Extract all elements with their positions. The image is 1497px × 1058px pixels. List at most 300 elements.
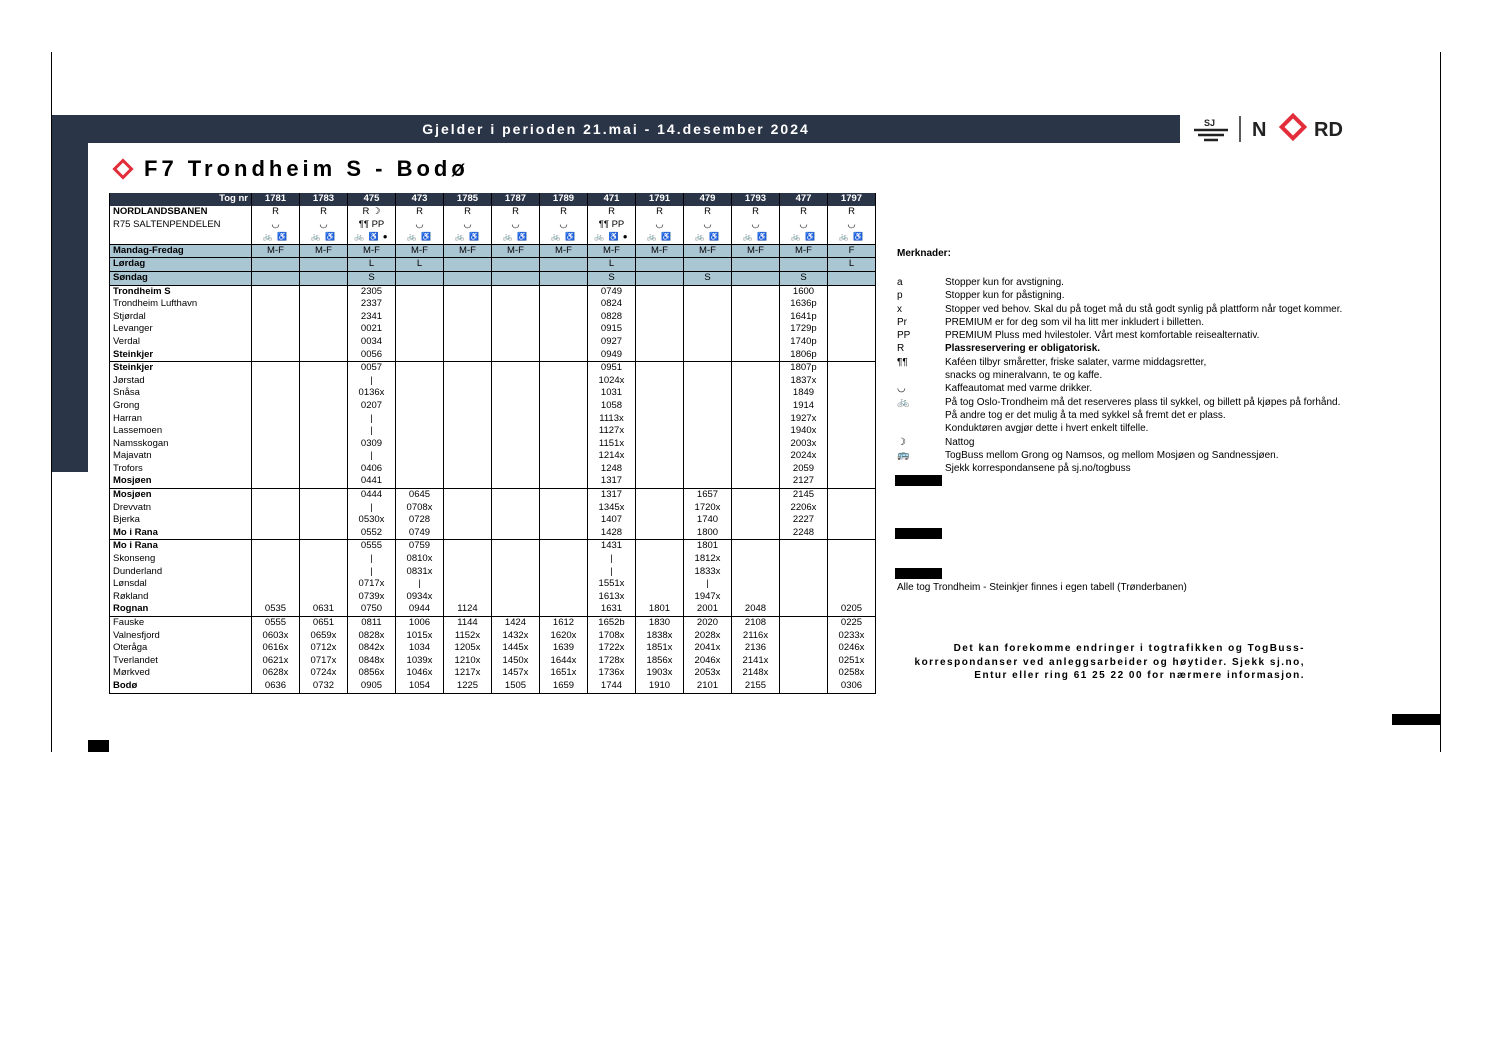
time-cell: 0233x <box>828 630 876 643</box>
time-cell <box>444 578 492 591</box>
time-cell <box>828 298 876 311</box>
time-cell: 1113x <box>588 413 636 426</box>
time-cell <box>300 311 348 324</box>
time-cell <box>300 349 348 362</box>
time-cell <box>780 566 828 579</box>
time-cell <box>300 425 348 438</box>
time-cell: 0944 <box>396 603 444 616</box>
page-title <box>112 154 469 184</box>
time-cell: 2155 <box>732 680 780 693</box>
time-cell <box>732 553 780 566</box>
time-cell <box>300 298 348 311</box>
time-cell <box>444 425 492 438</box>
time-cell: 0934x <box>396 591 444 604</box>
time-cell: 1720x <box>684 502 732 515</box>
time-cell: 477 <box>780 193 828 206</box>
time-cell <box>540 438 588 451</box>
time-cell: 0724x <box>300 667 348 680</box>
time-cell: 0136x <box>348 387 396 400</box>
time-cell <box>300 258 348 272</box>
time-cell <box>732 375 780 388</box>
note-item <box>897 382 1342 395</box>
time-cell <box>540 450 588 463</box>
time-cell <box>828 475 876 488</box>
time-cell: 0530x <box>348 514 396 527</box>
time-cell <box>252 349 300 362</box>
time-cell: R ☽ <box>348 206 396 219</box>
svg-text:SJ: SJ <box>1204 118 1216 128</box>
time-cell <box>540 603 588 616</box>
time-cell: 0555 <box>252 617 300 630</box>
time-cell <box>732 323 780 336</box>
time-cell: F <box>828 244 876 258</box>
time-cell: 1830 <box>636 617 684 630</box>
time-cell <box>252 502 300 515</box>
table-row <box>110 206 876 219</box>
time-cell: 1903x <box>636 667 684 680</box>
time-cell <box>492 258 540 272</box>
time-cell: 1432x <box>492 630 540 643</box>
time-cell <box>828 387 876 400</box>
time-cell <box>300 489 348 502</box>
time-cell <box>492 527 540 540</box>
time-cell <box>828 540 876 553</box>
station-label: Valnesfjord <box>110 630 252 643</box>
time-cell <box>636 375 684 388</box>
time-cell: R <box>252 206 300 219</box>
table-row <box>110 578 876 591</box>
time-cell <box>684 323 732 336</box>
time-cell <box>492 450 540 463</box>
time-cell: 0717x <box>348 578 396 591</box>
time-cell: 1345x <box>588 502 636 515</box>
sj-nord-logo <box>1190 113 1400 145</box>
time-cell: 1736x <box>588 667 636 680</box>
time-cell: 🚲 ♿ ● <box>348 231 396 244</box>
time-cell: 1613x <box>588 591 636 604</box>
time-cell: 1031 <box>588 387 636 400</box>
table-row <box>110 362 876 375</box>
time-cell: R <box>828 206 876 219</box>
time-cell: 0552 <box>348 527 396 540</box>
time-cell: M-F <box>780 244 828 258</box>
table-row <box>110 502 876 515</box>
station-label <box>110 231 252 244</box>
table-row <box>110 642 876 655</box>
time-cell <box>636 553 684 566</box>
time-cell: M-F <box>492 244 540 258</box>
station-label: Stjørdal <box>110 311 252 324</box>
time-cell: M-F <box>444 244 492 258</box>
time-cell <box>300 362 348 375</box>
time-cell: 🚲 ♿ <box>732 231 780 244</box>
time-cell <box>492 475 540 488</box>
time-cell <box>540 387 588 400</box>
time-cell <box>540 475 588 488</box>
time-cell: | <box>588 566 636 579</box>
time-cell: | <box>348 425 396 438</box>
time-cell: 471 <box>588 193 636 206</box>
time-cell: 1039x <box>396 655 444 668</box>
time-cell: 1783 <box>300 193 348 206</box>
time-cell <box>396 463 444 476</box>
note-key: p <box>897 290 903 302</box>
time-cell: 1612 <box>540 617 588 630</box>
time-cell: 1450x <box>492 655 540 668</box>
time-cell: 1046x <box>396 667 444 680</box>
time-cell: 1729p <box>780 323 828 336</box>
time-cell <box>300 438 348 451</box>
time-cell: 0603x <box>252 630 300 643</box>
time-cell <box>444 566 492 579</box>
time-cell: ◡ <box>300 219 348 232</box>
svg-text:RD: RD <box>1314 119 1343 141</box>
validity-period: Gjelder i perioden 21.mai - 14.desember 2024 <box>422 121 810 137</box>
station-label: Drevvatn <box>110 502 252 515</box>
time-cell: 0309 <box>348 438 396 451</box>
time-cell: 2127 <box>780 475 828 488</box>
time-cell: 2248 <box>780 527 828 540</box>
time-cell <box>492 553 540 566</box>
time-cell: ◡ <box>636 219 684 232</box>
note-text: TogBuss mellom Grong og Namsos, og mellom Mosjøen og Sandnessjøen. <box>945 449 1279 461</box>
table-row <box>110 425 876 438</box>
time-cell <box>492 514 540 527</box>
table-row <box>110 311 876 324</box>
time-cell <box>732 489 780 502</box>
table-row <box>110 667 876 680</box>
station-label: Mosjøen <box>110 489 252 502</box>
time-cell <box>396 375 444 388</box>
time-cell <box>300 527 348 540</box>
note-item <box>897 422 1342 435</box>
time-cell: 1657 <box>684 489 732 502</box>
time-cell <box>444 336 492 349</box>
time-cell <box>492 502 540 515</box>
time-cell <box>684 463 732 476</box>
time-cell: 0306 <box>828 680 876 693</box>
time-cell <box>252 375 300 388</box>
time-cell <box>492 387 540 400</box>
time-cell <box>252 553 300 566</box>
time-cell <box>540 489 588 502</box>
time-cell <box>300 271 348 285</box>
time-cell: R <box>444 206 492 219</box>
time-cell: 1914 <box>780 400 828 413</box>
time-cell: 2337 <box>348 298 396 311</box>
time-cell: 1205x <box>444 642 492 655</box>
note-key <box>897 462 945 475</box>
time-cell <box>252 450 300 463</box>
time-cell: 1144 <box>444 617 492 630</box>
station-label: Jørstad <box>110 375 252 388</box>
time-cell: 0258x <box>828 667 876 680</box>
time-cell <box>300 566 348 579</box>
time-cell: 2001 <box>684 603 732 616</box>
time-cell: 0949 <box>588 349 636 362</box>
time-cell: 0951 <box>588 362 636 375</box>
time-cell <box>732 425 780 438</box>
time-cell <box>684 400 732 413</box>
time-cell: 0848x <box>348 655 396 668</box>
station-label: Snåsa <box>110 387 252 400</box>
time-cell <box>444 438 492 451</box>
time-cell <box>732 566 780 579</box>
time-cell <box>540 502 588 515</box>
time-cell: 2141x <box>732 655 780 668</box>
time-cell <box>636 298 684 311</box>
time-cell: 2101 <box>684 680 732 693</box>
table-row <box>110 438 876 451</box>
time-cell: 1940x <box>780 425 828 438</box>
time-cell: 1428 <box>588 527 636 540</box>
corner-marker <box>1392 714 1441 725</box>
time-cell <box>732 578 780 591</box>
note-key <box>897 369 945 382</box>
time-cell: 0636 <box>252 680 300 693</box>
time-cell: ◡ <box>684 219 732 232</box>
time-cell: 479 <box>684 193 732 206</box>
time-cell: 1317 <box>588 475 636 488</box>
time-cell: 2206x <box>780 502 828 515</box>
time-cell: 1708x <box>588 630 636 643</box>
table-row <box>110 540 876 553</box>
time-cell <box>444 285 492 298</box>
time-cell <box>828 514 876 527</box>
time-cell <box>300 502 348 515</box>
time-cell <box>684 450 732 463</box>
time-cell <box>492 400 540 413</box>
time-cell <box>492 540 540 553</box>
time-cell <box>540 375 588 388</box>
time-cell <box>780 603 828 616</box>
time-cell: R <box>300 206 348 219</box>
time-cell <box>684 336 732 349</box>
time-cell <box>732 502 780 515</box>
station-label: Steinkjer <box>110 349 252 362</box>
time-cell: 1659 <box>540 680 588 693</box>
time-cell <box>636 285 684 298</box>
time-cell <box>300 540 348 553</box>
time-cell: 1800 <box>684 527 732 540</box>
station-label: Trofors <box>110 463 252 476</box>
time-cell: ◡ <box>732 219 780 232</box>
time-cell: ◡ <box>540 219 588 232</box>
time-cell: 2305 <box>348 285 396 298</box>
time-cell <box>780 540 828 553</box>
station-label: Søndag <box>110 271 252 285</box>
time-cell <box>540 553 588 566</box>
time-cell <box>828 578 876 591</box>
station-label: Mo i Rana <box>110 527 252 540</box>
time-cell <box>252 311 300 324</box>
note-item <box>897 316 1342 329</box>
time-cell: R <box>636 206 684 219</box>
table-row <box>110 231 876 244</box>
time-cell <box>828 375 876 388</box>
station-label: Lassemoen <box>110 425 252 438</box>
time-cell <box>300 463 348 476</box>
time-cell <box>540 298 588 311</box>
station-label: Harran <box>110 413 252 426</box>
time-cell: 1787 <box>492 193 540 206</box>
time-cell <box>300 336 348 349</box>
time-cell: | <box>348 566 396 579</box>
time-cell <box>732 258 780 272</box>
note-key: ☽ <box>897 436 906 448</box>
note-key <box>897 422 945 435</box>
time-cell <box>540 323 588 336</box>
time-cell: 1124 <box>444 603 492 616</box>
time-cell: 0828 <box>588 311 636 324</box>
time-cell: 1214x <box>588 450 636 463</box>
time-cell <box>732 438 780 451</box>
time-cell: 🚲 ♿ <box>636 231 684 244</box>
time-cell <box>636 336 684 349</box>
time-cell <box>732 527 780 540</box>
time-cell: 0246x <box>828 642 876 655</box>
time-cell <box>684 362 732 375</box>
time-cell <box>636 258 684 272</box>
time-cell: | <box>348 375 396 388</box>
time-cell <box>540 311 588 324</box>
time-cell: 0406 <box>348 463 396 476</box>
time-cell <box>684 298 732 311</box>
note-text: Konduktøren avgjør dette i hvert enkelt tilfelle. <box>945 423 1149 435</box>
note-text: Kaffeautomat med varme drikker. <box>945 383 1093 395</box>
time-cell: 1636p <box>780 298 828 311</box>
time-cell: 1217x <box>444 667 492 680</box>
time-cell <box>252 540 300 553</box>
station-label: Levanger <box>110 323 252 336</box>
time-cell: 1024x <box>588 375 636 388</box>
time-cell: 0708x <box>396 502 444 515</box>
sj-logo-icon <box>1194 118 1228 140</box>
time-cell: 1248 <box>588 463 636 476</box>
time-cell <box>492 311 540 324</box>
time-cell: 🚲 ♿ <box>300 231 348 244</box>
nord-diamond-icon <box>1282 116 1305 139</box>
time-cell <box>828 311 876 324</box>
time-cell: 0444 <box>348 489 396 502</box>
note-text: Stopper kun for avstigning. <box>945 277 1064 288</box>
time-cell <box>492 425 540 438</box>
time-cell: 0225 <box>828 617 876 630</box>
time-cell <box>540 258 588 272</box>
time-cell: 1793 <box>732 193 780 206</box>
time-cell <box>396 323 444 336</box>
time-cell: 1740 <box>684 514 732 527</box>
time-cell: | <box>684 578 732 591</box>
time-cell: 0828x <box>348 630 396 643</box>
time-cell: 0905 <box>348 680 396 693</box>
note-text: snacks og mineralvann, te og kaffe. <box>945 370 1103 382</box>
time-cell <box>828 271 876 285</box>
time-cell: 🚲 ♿ <box>684 231 732 244</box>
time-cell: 473 <box>396 193 444 206</box>
time-cell <box>636 311 684 324</box>
time-cell: | <box>348 502 396 515</box>
table-row <box>110 387 876 400</box>
station-label: Lørdag <box>110 258 252 272</box>
time-cell <box>300 475 348 488</box>
time-cell <box>732 463 780 476</box>
time-cell: 0645 <box>396 489 444 502</box>
time-cell: 1744 <box>588 680 636 693</box>
time-cell <box>828 463 876 476</box>
time-cell: 0915 <box>588 323 636 336</box>
note-key: ◡ <box>897 383 906 395</box>
time-cell: 0749 <box>396 527 444 540</box>
time-cell: 1445x <box>492 642 540 655</box>
note-key <box>897 409 945 422</box>
time-cell <box>780 617 828 630</box>
time-cell <box>540 271 588 285</box>
note-item <box>897 369 1342 382</box>
time-cell <box>492 375 540 388</box>
note-item <box>897 409 1342 422</box>
time-cell: ◡ <box>444 219 492 232</box>
side-bar <box>52 143 88 472</box>
time-cell: L <box>396 258 444 272</box>
time-cell <box>732 336 780 349</box>
time-cell <box>540 514 588 527</box>
note-key: Pr <box>897 316 907 328</box>
time-cell: ¶¶ PP <box>588 219 636 232</box>
time-cell <box>444 527 492 540</box>
time-cell <box>828 336 876 349</box>
time-cell: 2003x <box>780 438 828 451</box>
time-cell <box>540 591 588 604</box>
station-label: Mandag-Fredag <box>110 244 252 258</box>
time-cell <box>540 336 588 349</box>
time-cell <box>396 271 444 285</box>
time-cell: 0057 <box>348 362 396 375</box>
time-cell: 0621x <box>252 655 300 668</box>
time-cell <box>732 540 780 553</box>
time-cell: 1797 <box>828 193 876 206</box>
time-cell: 2059 <box>780 463 828 476</box>
note-key: 🚌 <box>897 449 910 461</box>
time-cell <box>444 591 492 604</box>
corner-marker <box>88 740 109 752</box>
time-cell <box>492 603 540 616</box>
time-cell <box>396 336 444 349</box>
time-cell: 0749 <box>588 285 636 298</box>
time-cell <box>396 438 444 451</box>
time-cell <box>636 540 684 553</box>
time-cell: 1317 <box>588 489 636 502</box>
time-cell: 1639 <box>540 642 588 655</box>
time-cell: R <box>396 206 444 219</box>
time-cell: ◡ <box>252 219 300 232</box>
time-cell <box>780 258 828 272</box>
time-cell <box>300 514 348 527</box>
time-cell <box>732 387 780 400</box>
note-text: Nattog <box>945 436 975 448</box>
time-cell <box>828 489 876 502</box>
time-cell <box>828 323 876 336</box>
time-cell: S <box>780 271 828 285</box>
note-text: Stopper kun for påstigning. <box>945 290 1065 302</box>
time-cell <box>828 349 876 362</box>
time-cell: 2053x <box>684 667 732 680</box>
time-cell <box>636 578 684 591</box>
time-cell <box>492 463 540 476</box>
time-cell: 1722x <box>588 642 636 655</box>
time-cell: 1225 <box>444 680 492 693</box>
note-text: Plassreservering er obligatorisk. <box>945 343 1101 355</box>
